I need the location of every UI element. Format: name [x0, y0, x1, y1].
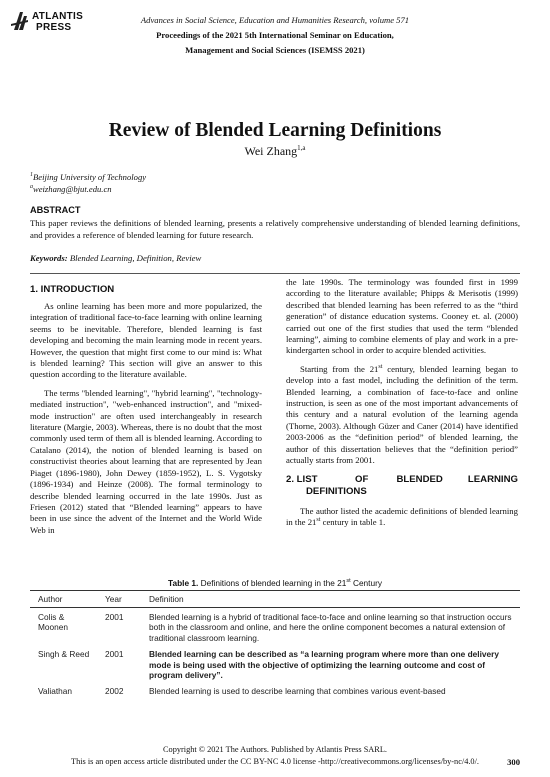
section-2-heading — [286, 474, 518, 486]
cell-author — [30, 608, 97, 646]
author-name: Wei Zhang — [244, 144, 298, 158]
abstract-text: This paper reviews the definitions of blended learning, presents a relatively comprehensive understanding of blended learning definitions, and provides a reference of blended learning for future research. — [30, 218, 520, 240]
proceedings-line-1: Proceedings of the 2021 5th International Seminar on Education, — [156, 30, 394, 40]
table-caption-label: Table 1. — [168, 578, 199, 588]
author-email: weizhang@bjut.edu.cn — [33, 184, 112, 194]
page-number: 300 — [507, 757, 520, 767]
keywords-label: Keywords: — [30, 253, 68, 263]
keywords-text: Blended Learning, Definition, Review — [69, 253, 202, 263]
footer-license: This is an open access article distributed under the CC BY-NC 4.0 license -http://creativecommons.org/licenses/by-nc/4.0/. — [71, 757, 479, 766]
journal-series: Advances in Social Science, Education and Humanities Research, volume 571 — [140, 15, 410, 25]
definitions-table — [30, 590, 520, 699]
cell-definition: Blended learning can be described as “a learning program where more than one delivery mode is being used with the objective of optimizing the learning outcome and cost of program delivery”. — [149, 649, 499, 681]
intro-p4-text-a: Starting from the 21 — [300, 363, 379, 374]
section-2-heading-num: 2. LIST — [286, 473, 318, 485]
header-author: Author — [38, 594, 63, 604]
abstract-divider — [30, 273, 520, 274]
cell-year: 2002 — [105, 686, 124, 697]
author-sup: 1,a — [297, 144, 306, 152]
section-2-sup: st — [316, 517, 321, 524]
cell-year: 2001 — [105, 649, 124, 660]
affiliation-1 — [30, 172, 146, 182]
cell-author: Singh & Reed — [38, 649, 90, 660]
footer-copyright: Copyright © 2021 The Authors. Published by Atlantis Press SARL. — [163, 745, 387, 754]
cell-year: 2001 — [105, 612, 124, 622]
table-row — [30, 682, 520, 698]
section-2-heading-line-2: DEFINITIONS — [306, 485, 367, 497]
abstract-heading: ABSTRACT — [30, 205, 81, 215]
section-2-paragraph — [286, 506, 518, 529]
logo-text-press: PRESS — [36, 22, 72, 33]
section-2-heading-blended: BLENDED — [396, 473, 443, 485]
proceedings-line-2: Management and Social Sciences (ISEMSS 2021) — [185, 45, 365, 55]
header-year: Year — [105, 594, 122, 604]
left-column — [30, 284, 262, 543]
intro-paragraph-1: As online learning has been more and more popularized, the integration of traditional face-to-face learning with online learning seems to be inevitable. Therefore, blended learning is fast developing and becoming the main learning mode in recent years. However, the question that might first come to our mind is: What is blended learning? This section will give an answer to this question according to the literature available. — [30, 301, 262, 380]
cell-author-line-2: Moonen — [38, 622, 68, 633]
section-1-heading: 1. INTRODUCTION — [30, 284, 115, 295]
table-caption — [0, 578, 550, 588]
table-row — [30, 645, 520, 682]
intro-paragraph-3: the late 1990s. The terminology was founded first in 1999 according to the literature available; Phipps & Merisotis (1999) described that blended learning has been referred to as the “third generation” of distance education systems. Cooney et. al. (2000) carried out one of the first studies that used the term “blended learning”, aiming to combine elements of play and work in a pre-kindergarten school in order to acquire blended activities. — [286, 277, 518, 356]
affiliation-1-text: Beijing University of Technology — [33, 172, 147, 182]
intro-paragraph-2: The terms "blended learning", "hybrid learning", "technology-mediated instruction", "web-enhanced instruction", and "mixed-mode instruction" are often used interchangeably in research literature (Margie, 2003). Whereas, there is no doubt that the most commonly used term of them all is blended learning. According to Catalano (2014), the notion of blended learning is based on constructivist theories about learning that are represented by Jean Piaget (1896-1980), John Dewey (1859-1952), L. S. Vygotsky (1896-1934) and Heinze (2008). The formal terminology to describe blended learning occurred in the late 1990s. Just as Friesen (2012) stated that “Blended learning” appears to have been in use since the advent of the Internet and the World Wide Web in — [30, 387, 262, 535]
author-line — [0, 144, 550, 159]
cell-author: Valiathan — [38, 686, 72, 697]
table-caption-text-a: Definitions of blended learning in the 21 — [198, 578, 347, 588]
paper-title: Review of Blended Learning Definitions — [108, 120, 442, 141]
table-caption-text-b: Century — [350, 578, 382, 588]
affiliation-2 — [30, 184, 112, 194]
logo-text-atlantis: ATLANTIS — [32, 11, 84, 22]
section-2-heading-of: OF — [354, 473, 369, 485]
intro-paragraph-4 — [286, 364, 518, 467]
table-header-row — [30, 591, 520, 608]
cell-definition: Blended learning is a hybrid of traditional face-to-face and online learning so that instruction occurs both in the classroom and online, and here the online component becomes a natural extension of traditional classroom learning. — [149, 612, 512, 643]
affiliation-1-sup: 1 — [30, 172, 33, 179]
section-2-heading-learning: LEARNING — [467, 473, 518, 485]
intro-p4-sup: st — [378, 363, 383, 370]
section-2-text-b: century in table 1. — [320, 516, 386, 527]
cell-definition: Blended learning is used to describe learning that combines various event-based — [149, 686, 446, 697]
cell-author-line-1: Colis & — [38, 612, 65, 622]
intro-p4-text-b: century, blended learning began to develop into a fast model, including the definition of the term. Blended learning, a combination of face-to-face and online instruction, is seen as one of the most important advancements of this century and a natural evolution of the learning agenda (Thorne, 2003). Although Güzer and Caner (2014) have identified 2003-2006 as the “definition period” of blended learning, the author of this dissertation believes that the “definition period” actually starts from 2001. — [286, 363, 519, 466]
keywords — [30, 253, 201, 263]
affiliation-2-sup: a — [30, 184, 33, 191]
right-column — [286, 277, 518, 535]
section-2-text-a: The author listed the academic definitions of blended learning in the 21 — [286, 505, 518, 527]
table-row — [30, 608, 520, 646]
header-definition: Definition — [149, 594, 184, 604]
table-caption-sup: st — [346, 578, 351, 585]
